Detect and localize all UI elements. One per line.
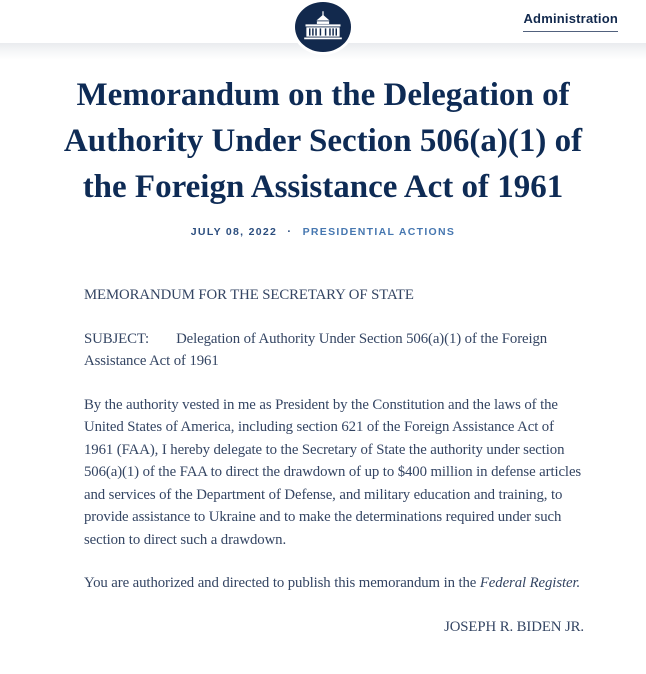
title-line-1: Memorandum on the Delegation of bbox=[76, 77, 570, 113]
title-line-3: the Foreign Assistance Act of 1961 bbox=[82, 169, 564, 205]
memo-subject-text: Delegation of Authority Under Section 506(a)(1) of the Foreign Assistance Act of 1961 bbox=[84, 330, 548, 369]
meta-separator-dot: · bbox=[287, 226, 293, 238]
white-house-icon bbox=[295, 2, 351, 52]
federal-register-italic: Federal Register. bbox=[479, 575, 581, 591]
memo-addressee: MEMORANDUM FOR THE SECRETARY OF STATE bbox=[84, 287, 414, 303]
memo-paragraph: By the authority vested in me as President by the Constitution and the laws of the United States of America, including section 621 of the Foreign Assistance Act of 1961 (FAA), I hereby delegate to the Secretary of State the authority under section 506(a)(1) of the FAA to direct the drawdown of up to $400 million in defense articles and services of the Department of Defense, and military education and training, to provide assistance to Ukraine and to make the determinations required under such section to direct such a drawdown. bbox=[84, 396, 582, 548]
page-title bbox=[13, 72, 633, 210]
memo-subject bbox=[84, 328, 584, 373]
site-header bbox=[0, 0, 646, 43]
category-link-presidential-actions[interactable]: PRESIDENTIAL ACTIONS bbox=[302, 226, 456, 238]
article-date: JULY 08, 2022 bbox=[190, 226, 278, 238]
title-line-2: Authority Under Section 506(a)(1) of bbox=[63, 123, 583, 159]
memo-subject-label: SUBJECT: bbox=[84, 330, 150, 347]
memo-publish-line bbox=[84, 572, 584, 595]
white-house-logo[interactable] bbox=[295, 2, 351, 52]
main-content bbox=[0, 72, 646, 638]
memo-publish-text: You are authorized and directed to publish this memorandum in the bbox=[84, 575, 480, 591]
administration-link[interactable]: Administration bbox=[523, 11, 618, 32]
memo-signature: JOSEPH R. BIDEN JR. bbox=[444, 618, 584, 635]
article-meta bbox=[0, 226, 646, 238]
memo-body bbox=[84, 284, 584, 638]
